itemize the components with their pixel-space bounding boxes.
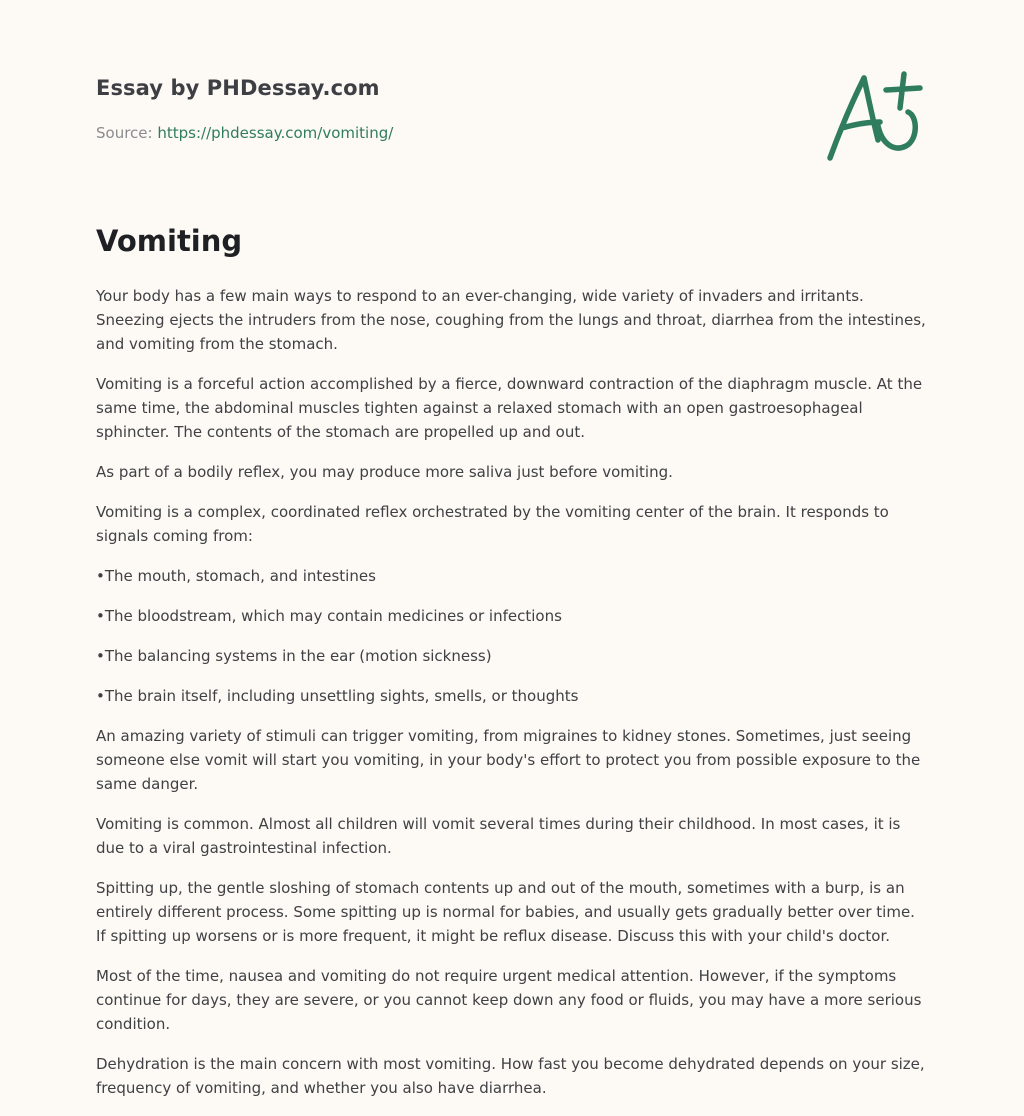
bullet-item: •The mouth, stomach, and intestines [96,567,376,585]
essay-title: Vomiting [96,224,243,258]
essay-paragraph: Your body has a few main ways to respond to an ever-changing, wide variety of invaders and irritants. Sneezing ejects the intruders from the nose, coughing from the lungs and throat, diarrhea from the intestines, and vomiting from the stomach. [96,287,926,353]
source-line [96,124,393,142]
essay-paragraph: Dehydration is the main concern with most vomiting. How fast you become dehydrated depends on your size, frequency of vomiting, and whether you also have diarrhea. [96,1055,925,1097]
essay-paragraph: Vomiting is a forceful action accomplished by a fierce, downward contraction of the diaphragm muscle. At the same time, the abdominal muscles tighten against a relaxed stomach with an open gastroesophageal sphincter. The contents of the stomach are propelled up and out. [96,375,923,441]
essay-body [96,284,928,1116]
a-plus-logo-icon [820,66,930,166]
essay-paragraph: Spitting up, the gentle sloshing of stomach contents up and out of the mouth, sometimes with a burp, is an entirely different process. Some spitting up is normal for babies, and usually gets gradually better over time. If spitting up worsens or is more frequent, it might be reflux disease. Discuss this with your child's doctor. [96,879,915,945]
site-title: Essay by PHDessay.com [96,76,380,100]
essay-paragraph: An amazing variety of stimuli can trigger vomiting, from migraines to kidney stones. Sometimes, just seeing someone else vomit will start you vomiting, in your body's effort to protect you from possible exposure to the same danger. [96,727,921,793]
source-link[interactable]: https://phdessay.com/vomiting/ [157,124,394,142]
essay-paragraph: Most of the time, nausea and vomiting do not require urgent medical attention. However, if the symptoms continue for days, they are severe, or you cannot keep down any food or fluids, you may have a more serious condition. [96,967,922,1033]
bullet-item: •The brain itself, including unsettling sights, smells, or thoughts [96,687,579,705]
essay-paragraph: Vomiting is a complex, coordinated reflex orchestrated by the vomiting center of the brain. It responds to signals coming from: [96,503,889,545]
source-label: Source: [96,124,153,142]
essay-paragraph: As part of a bodily reflex, you may produce more saliva just before vomiting. [96,463,673,481]
essay-paragraph: Vomiting is common. Almost all children will vomit several times during their childhood. In most cases, it is due to a viral gastrointestinal infection. [96,815,901,857]
bullet-item: •The balancing systems in the ear (motion sickness) [96,647,492,665]
bullet-item: •The bloodstream, which may contain medicines or infections [96,607,562,625]
